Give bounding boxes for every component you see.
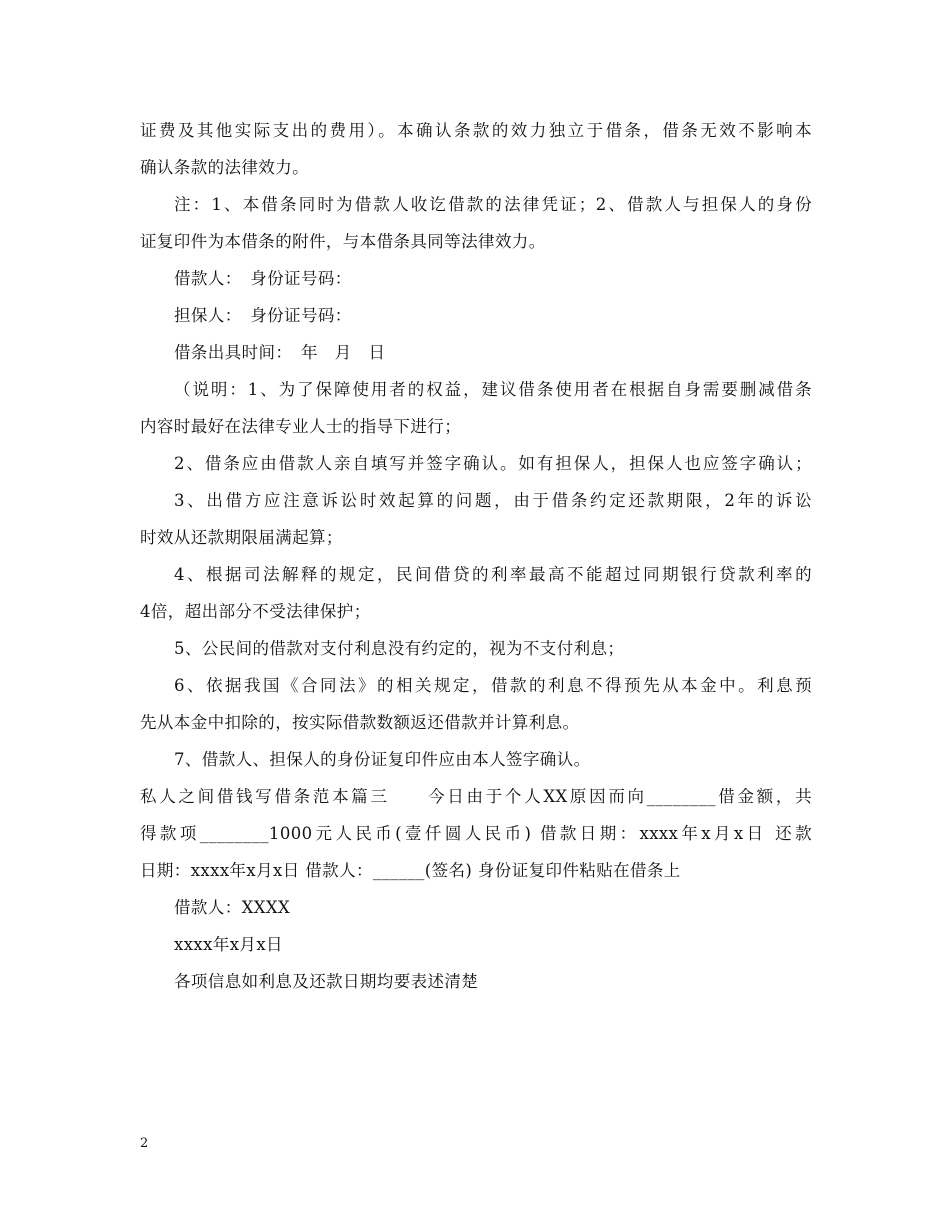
text-line: 借条出具时间： 年 月 日 — [174, 343, 386, 362]
text-line: 证复印件为本借条的附件，与本借条具同等法律效力。 — [140, 232, 546, 251]
text-line: 6、依据我国《合同法》的相关规定，借款的利息不得预先从本金中。利息预 — [174, 676, 812, 695]
text-line: 私人之间借钱写借条范本篇三 今日由于个人XX原因而向________借金额，共 — [140, 787, 812, 806]
text-line: 2、借条应由借款人亲自填写并签字确认。如有担保人，担保人也应签字确认； — [174, 454, 812, 473]
text-line: 内容时最好在法律专业人士的指导下进行； — [140, 417, 462, 436]
page-number: 2 — [140, 1136, 149, 1151]
text-line: 注：1、本借条同时为借款人收讫借款的法律凭证；2、借款人与担保人的身份 — [174, 195, 812, 214]
text-line: 日期：xxxx年x月x日 借款人：______(签名) 身份证复印件粘贴在借条上 — [140, 861, 681, 880]
text-line: 借款人： 身份证号码： — [174, 269, 352, 288]
text-line: 7、借款人、担保人的身份证复印件应由本人签字确认。 — [174, 750, 591, 769]
text-line: （说明：1、为了保障使用者的权益，建议借条使用者在根据自身需要删减借条 — [174, 380, 812, 399]
text-line: 时效从还款期限届满起算； — [140, 528, 343, 547]
text-line: 3、出借方应注意诉讼时效起算的问题，由于借条约定还款期限，2年的诉讼 — [174, 491, 812, 510]
text-line: 各项信息如利息及还款日期均要表述清楚 — [174, 972, 479, 991]
text-line: 证费及其他实际支出的费用）。本确认条款的效力独立于借条，借条无效不影响本 — [140, 121, 812, 140]
text-line: 先从本金中扣除的，按实际借款数额返还借款并计算利息。 — [140, 713, 580, 732]
text-line: 担保人： 身份证号码： — [174, 306, 352, 325]
text-line: 5、公民间的借款对支付利息没有约定的，视为不支付利息； — [174, 639, 625, 658]
text-line: 4倍，超出部分不受法律保护； — [140, 602, 371, 621]
text-line: 确认条款的法律效力。 — [140, 158, 309, 177]
text-line: xxxx年x月x日 — [174, 935, 283, 954]
text-line: 借款人：XXXX — [174, 898, 291, 917]
text-line: 4、根据司法解释的规定，民间借贷的利率最高不能超过同期银行贷款利率的 — [174, 565, 812, 584]
document-body — [140, 112, 812, 1000]
text-line: 得款项________1000元人民币(壹仟圆人民币) 借款日期：xxxx年x月x日 还款 — [140, 824, 812, 843]
